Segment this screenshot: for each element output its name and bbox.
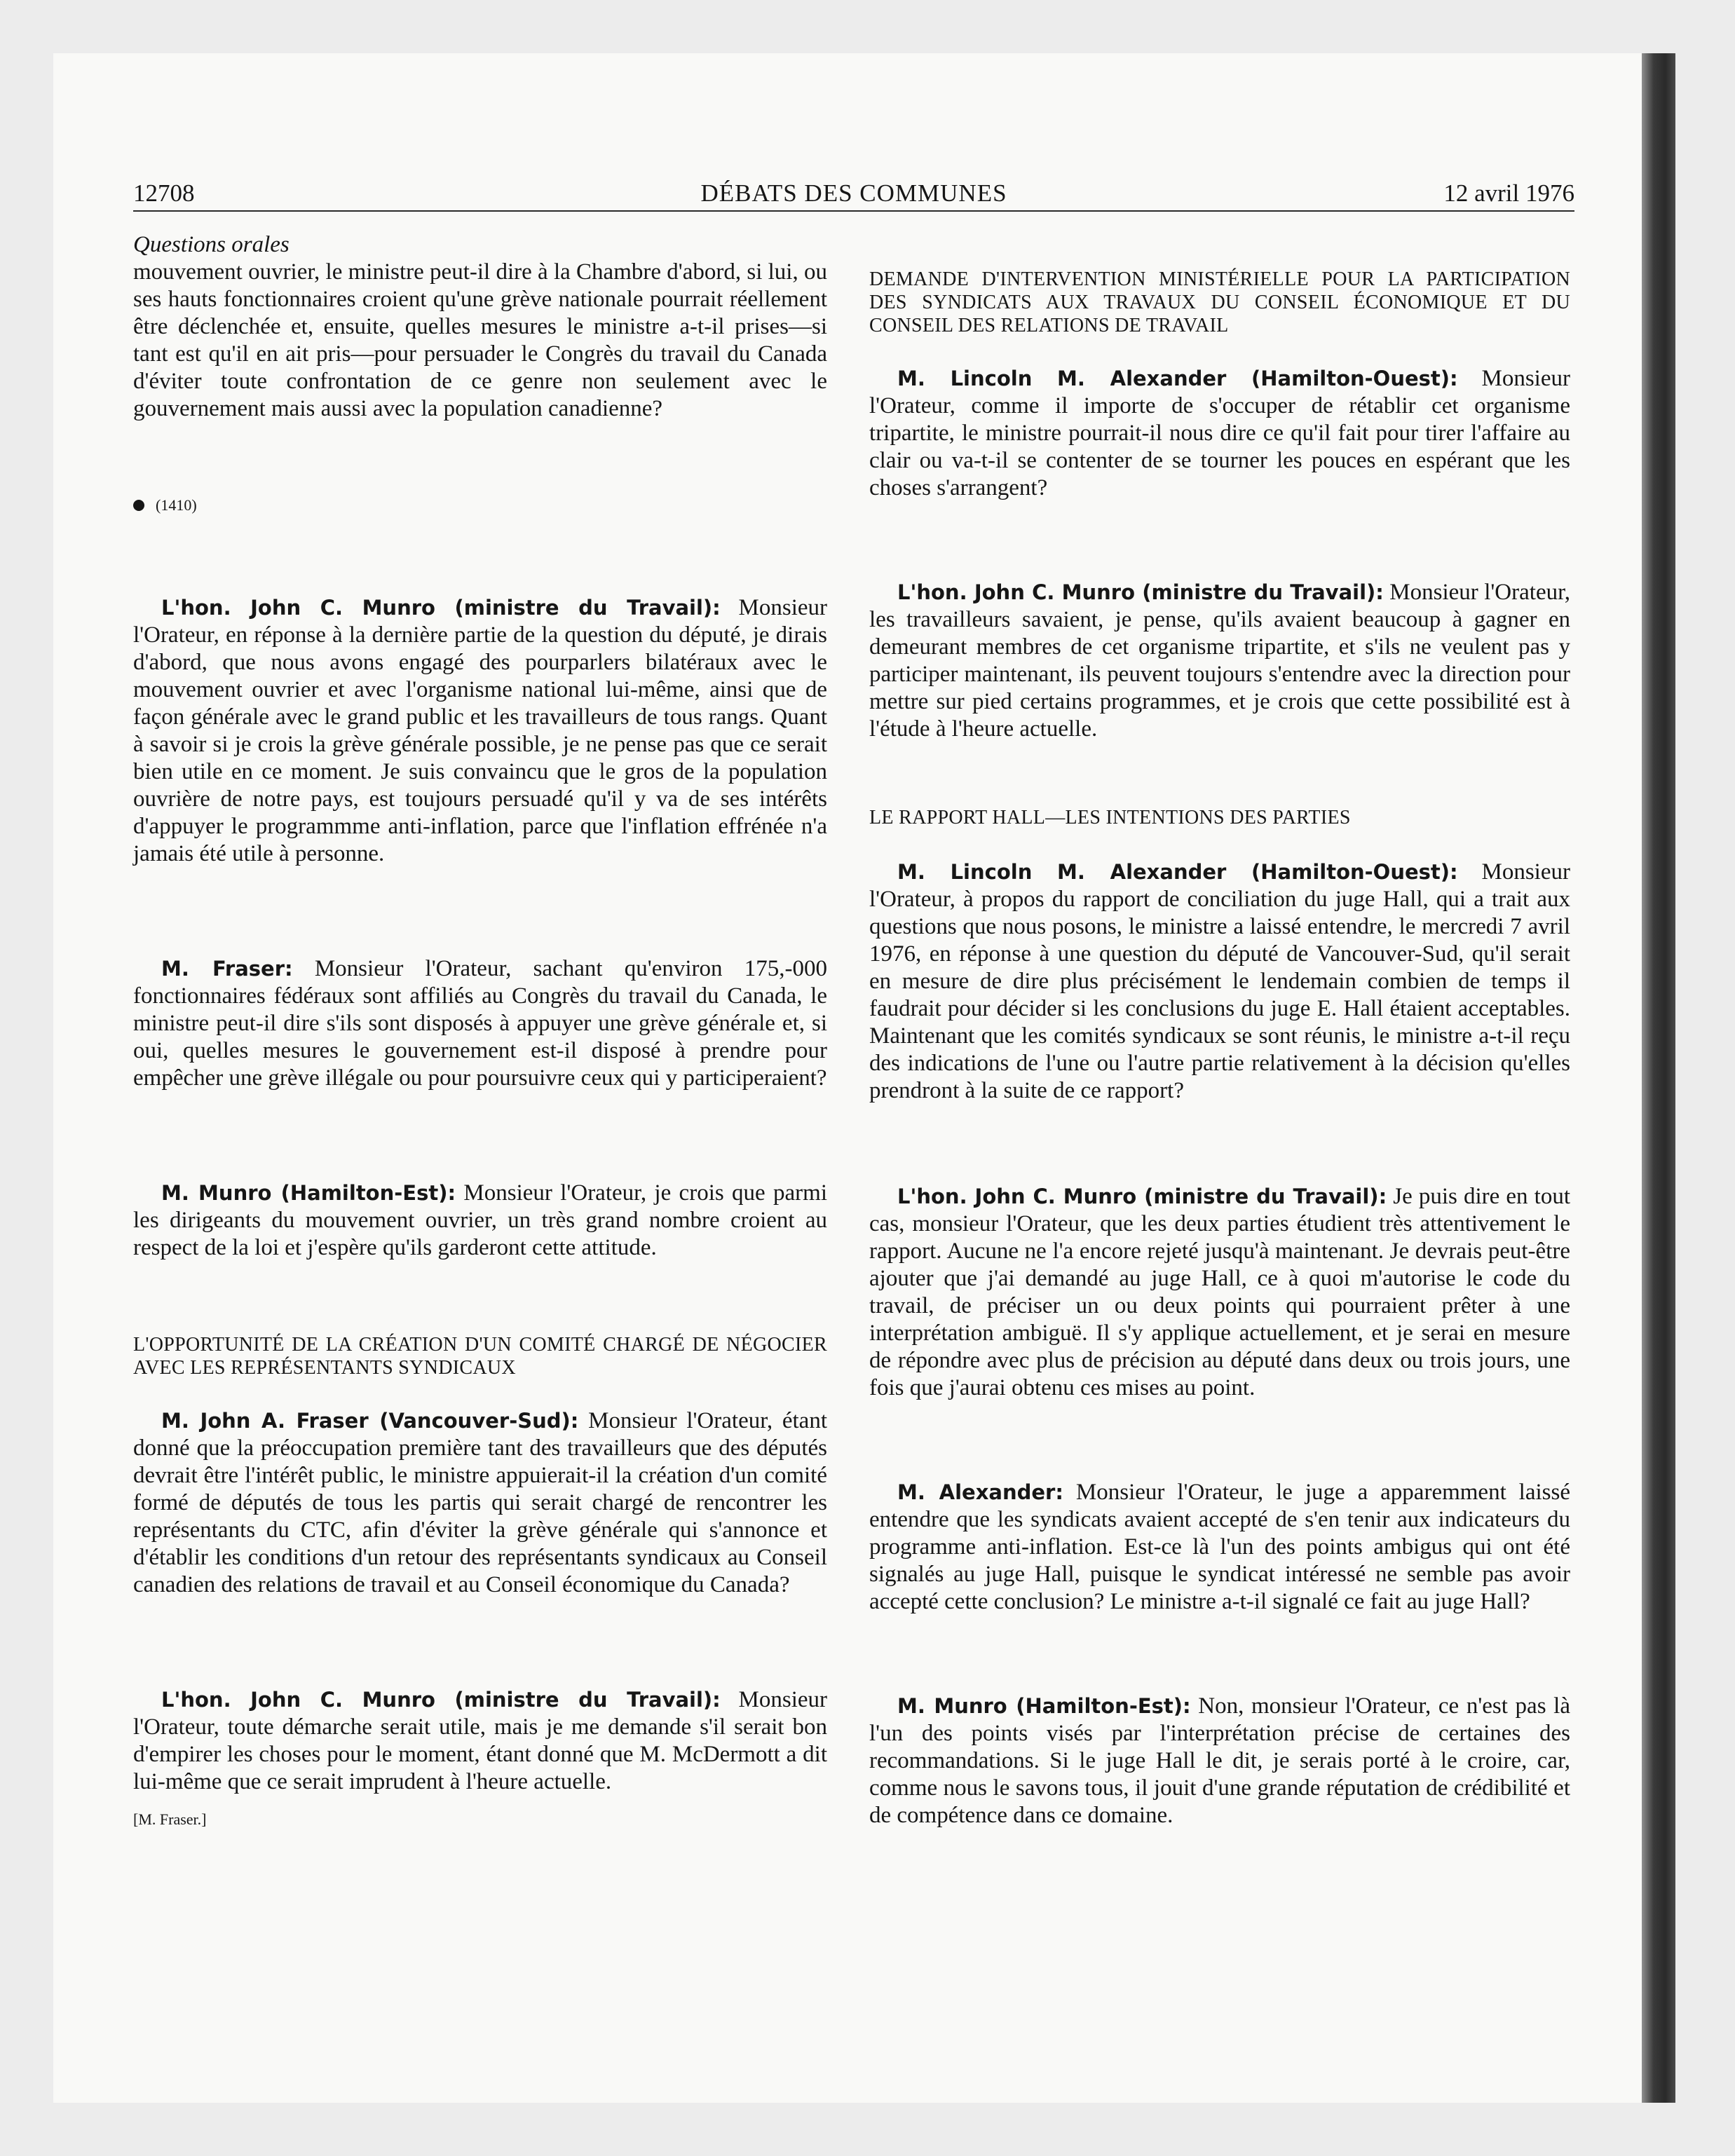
speaker-name: L'hon. John C. Munro (ministre du Travail): xyxy=(897,580,1384,604)
page-number: 12708 xyxy=(133,179,195,207)
paragraph: mouvement ouvrier, le ministre peut-il dire à la Chambre d'abord, si lui, ou ses hauts fonctionnaires croient qu'une grève nationale pourrait réellement être déclenchée et, ensuite, quelles mesures le ministre a-t-il prises—si tant est qu'il en ait pris—pour persuader le Congrès du travail du Canada d'éviter toute confrontation de ce genre non seulement avec le gouvernement mais aussi avec la population canadienne? xyxy=(133,259,827,421)
section-heading: DEMANDE D'INTERVENTION MINISTÉRIELLE POUR LA PARTICIPATION DES SYNDICATS AUX TRAVAUX DU CONSEIL ÉCONOMIQUE ET DU CONSEIL DES RELATIONS DE TRAVAIL xyxy=(869,268,1570,336)
paragraph xyxy=(133,1180,827,1262)
speaker-name: L'hon. John C. Munro (ministre du Travail): xyxy=(161,1688,721,1712)
footnote: [M. Fraser.] xyxy=(133,1810,207,1828)
speaker-name: M. Alexander: xyxy=(897,1480,1063,1504)
speech-text: Non, monsieur l'Orateur, ce n'est pas là l'un des points visés par l'interprétation précise de certaines des recommandations. Si le juge Hall le dit, je serais porté à le croire, car, comme nous le savons tous, il jouit d'une grande réputation de crédibilité et de compétence dans ce domaine. xyxy=(869,1693,1570,1828)
paragraph xyxy=(133,955,827,1092)
paragraph xyxy=(869,579,1570,743)
paragraph xyxy=(869,1479,1570,1616)
publication-date: 12 avril 1976 xyxy=(1443,179,1574,207)
bullet-icon xyxy=(133,500,144,511)
left-column xyxy=(133,231,827,1833)
speech-text: Monsieur l'Orateur, en réponse à la dernière partie de la question du député, je dirais d'abord, que nous avons engagé des pourparlers bilatéraux avec le mouvement ouvrier et avec l'organisme national lui-même, ainsi que de façon générale avec le grand public et les travailleurs de tous rangs. Quant à savoir si je crois la grève générale possible, je ne pense pas que ce serait bien utile en ce moment. Je suis convaincu que le gros de la population ouvrière de notre pays, est toujours persuadé qu'il y va de ses intérêts d'appuyer le programmme anti-inflation, parce que l'inflation effrénée n'a jamais été utile à personne. xyxy=(133,595,827,866)
speech-text: Monsieur l'Orateur, étant donné que la préoccupation première tant des travailleurs que des députés devrait être l'intérêt public, le ministre appuierait-il la création d'un comité formé de députés de tous les partis qui serait chargé de rencontrer les représentants du CTC, afin d'éviter la grève générale qui s'annonce et d'établir les conditions d'un retour des représentants syndicaux au Conseil canadien des relations de travail et au Conseil économique du Canada? xyxy=(133,1408,827,1597)
publication-title: DÉBATS DES COMMUNES xyxy=(700,179,1007,207)
speech-text: Monsieur l'Orateur, le juge a apparemment laissé entendre que les syndicats avaient accepté de s'en tenir aux indicateurs du programme anti-inflation. Est-ce là l'un des points ambigus qui ont été signalés au juge Hall, puisque le syndicat intéressé ne semble pas avoir accepté cette conclusion? Le ministre a-t-il signalé ce fait au juge Hall? xyxy=(869,1480,1570,1614)
time-marker-label: (1410) xyxy=(156,496,197,514)
speaker-name: L'hon. John C. Munro (ministre du Travail): xyxy=(161,596,721,620)
speaker-name: M. Fraser: xyxy=(161,957,293,981)
right-column xyxy=(869,231,1570,1829)
speaker-name: M. John A. Fraser (Vancouver-Sud): xyxy=(161,1409,579,1433)
speaker-name: M. Munro (Hamilton-Est): xyxy=(897,1694,1191,1718)
speech-text: Monsieur l'Orateur, sachant qu'environ 175,-000 fonctionnaires fédéraux sont affiliés au Congrès du travail du Canada, le ministre peut-il dire s'ils sont disposés à appuyer une grève générale et, si oui, quelles mesures le gouvernement est-il disposé à prendre pour empêcher une grève illégale ou pour poursuivre ceux qui y participeraient? xyxy=(133,956,827,1091)
speaker-name: L'hon. John C. Munro (ministre du Travail): xyxy=(897,1185,1387,1208)
speech-text: Monsieur l'Orateur, les travailleurs savaient, je pense, qu'ils avaient beaucoup à gagner en demeurant membres de cet organisme tripartite, et s'ils ne veulent pas y participer maintenant, ils peuvent toujours s'entendre avec la direction pour mettre sur pied certains programmes, et je crois que cette possibilité est à l'étude à l'heure actuelle. xyxy=(869,580,1571,742)
speaker-name: M. Lincoln M. Alexander (Hamilton-Ouest): xyxy=(897,367,1458,390)
speaker-name: M. Lincoln M. Alexander (Hamilton-Ouest): xyxy=(897,860,1458,884)
speech-text: Je puis dire en tout cas, monsieur l'Orateur, que les deux parties étudient très attentivement le rapport. Aucune ne l'a encore rejeté jusqu'à maintenant. Je devrais peut-être ajouter que j'ai demandé au juge Hall, ce à quoi m'autorise le code du travail, de préciser un ou deux points qui pourraient prêter à une interprétation ambiguë. Il s'y applique actuellement, et je serai en mesure de répondre avec plus de précision au député dans deux ou trois jours, une fois que j'aurai obtenu ces mises au point. xyxy=(869,1184,1571,1400)
speaker-name: M. Munro (Hamilton-Est): xyxy=(161,1181,456,1205)
speech-text: Monsieur l'Orateur, à propos du rapport de conciliation du juge Hall, qui a trait aux questions que nous posons, le ministre a laissé entendre, le mercredi 7 avril 1976, en réponse à une question du député de Vancouver-Sud, qu'il serait en mesure de dire plus précisément le lendemain combien de temps il faudrait pour décider si les conclusions du juge E. Hall étaient acceptables. Maintenant que les comités syndicaux se sont réunis, le ministre a-t-il reçu des indications de l'une ou l'autre partie relativement à la décision qu'elles prendront à la suite de ce rapport? xyxy=(869,859,1570,1103)
paragraph xyxy=(869,859,1570,1105)
speech-text: Monsieur l'Orateur, comme il importe de s'occuper de rétablir cet organisme tripartite, le ministre pourrait-il nous dire ce qu'il fait pour tirer l'affaire au clair ou va-t-il se contenter de se tourner les pouces en espérant que les choses s'arrangent? xyxy=(869,366,1570,500)
running-subheading: Questions orales xyxy=(133,232,290,257)
paragraph xyxy=(133,1407,827,1599)
paragraph xyxy=(869,1693,1570,1829)
page-header xyxy=(133,178,1574,212)
paragraph xyxy=(133,1686,827,1796)
paragraph xyxy=(133,594,827,868)
section-heading: LE RAPPORT HALL—LES INTENTIONS DES PARTIES xyxy=(869,807,1351,828)
time-marker xyxy=(133,491,827,519)
paragraph xyxy=(869,1183,1570,1402)
speech-text: Monsieur l'Orateur, je crois que parmi les dirigeants du mouvement ouvrier, un très grand nombre croient au respect de la loi et j'espère qu'ils garderont cette attitude. xyxy=(133,1180,828,1260)
section-heading: L'OPPORTUNITÉ DE LA CRÉATION D'UN COMITÉ CHARGÉ DE NÉGOCIER AVEC LES REPRÉSENTANTS SYNDICAUX xyxy=(133,1334,827,1379)
page-edge-shadow xyxy=(1642,53,1675,2103)
paragraph xyxy=(869,365,1570,502)
speech-text: Monsieur l'Orateur, toute démarche serait utile, mais je me demande s'il serait bon d'empirer les choses pour le moment, étant donné que M. McDermott a dit lui-même que ce serait imprudent à l'heure actuelle. xyxy=(133,1687,827,1794)
